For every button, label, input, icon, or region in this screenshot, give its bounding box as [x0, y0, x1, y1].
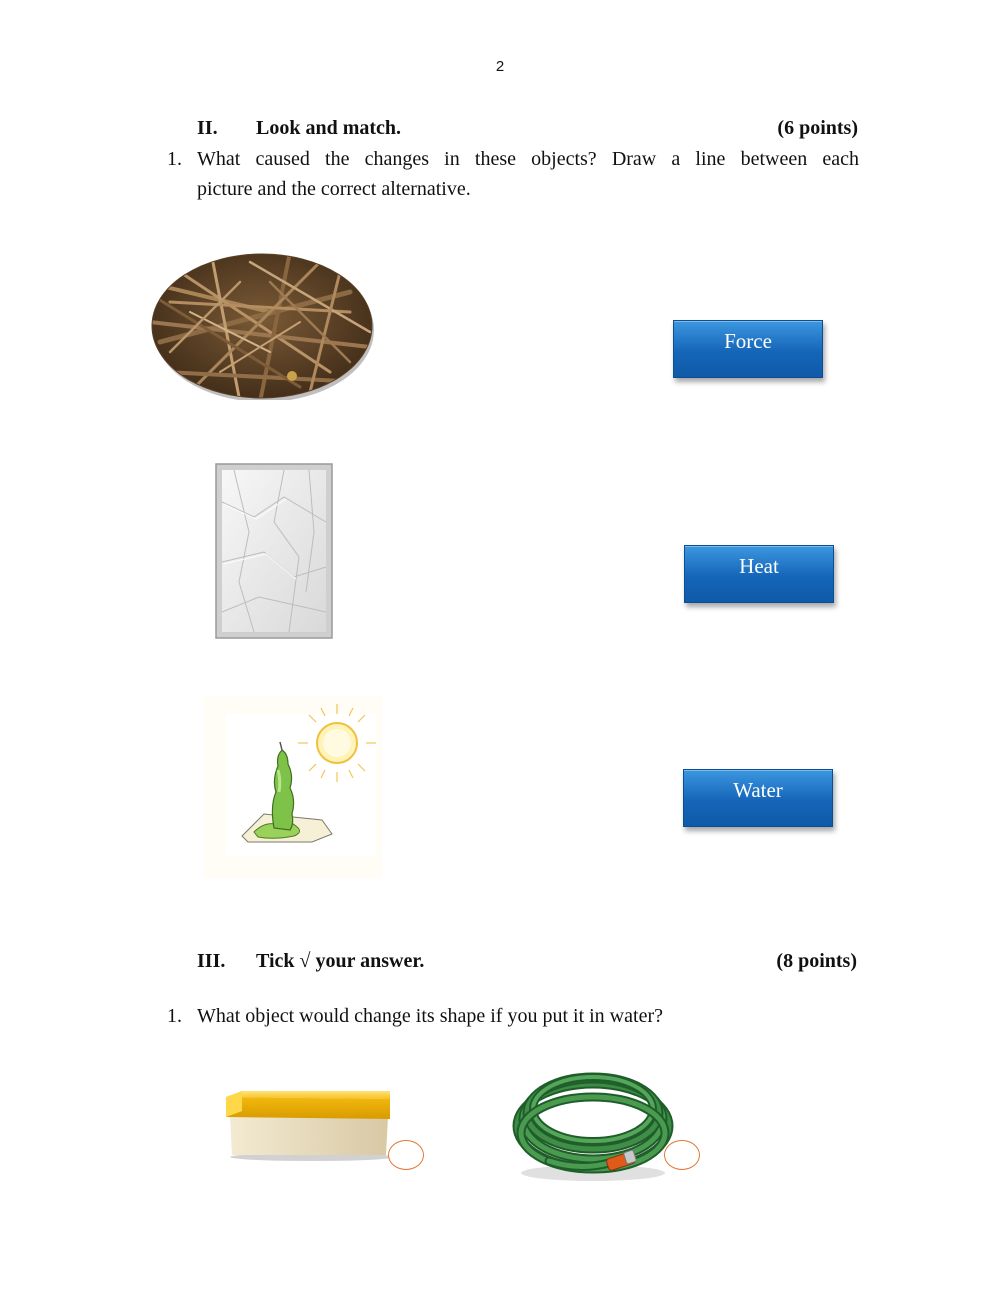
- section-3-points: (8 points): [776, 950, 857, 972]
- garden-hose-picture: [509, 1051, 677, 1191]
- section-2-title: Look and match.: [256, 117, 402, 139]
- crumpled-paper-picture: [214, 462, 334, 640]
- water-option-button[interactable]: Water: [683, 769, 833, 827]
- section-2-question-line-1: What caused the changes in these objects? Draw a line between each: [197, 148, 859, 170]
- section-3-question: What object would change its shape if you put it in water?: [197, 1005, 663, 1027]
- section-2-numeral: II.: [197, 117, 218, 139]
- section-2-question-line-2: picture and the correct alternative.: [197, 178, 471, 200]
- melting-candle-picture: [204, 696, 382, 878]
- section-2-points: (6 points): [777, 117, 858, 139]
- section-3-question-number: 1.: [167, 1005, 182, 1027]
- heat-option-button[interactable]: Heat: [684, 545, 834, 603]
- section-3-numeral: III.: [197, 950, 226, 972]
- cardboard-box-picture: [222, 1085, 394, 1161]
- sticks-picture: [150, 252, 374, 400]
- box-tick-circle[interactable]: [388, 1140, 424, 1170]
- section-2-question-number: 1.: [167, 148, 182, 170]
- force-option-button[interactable]: Force: [673, 320, 823, 378]
- hose-tick-circle[interactable]: [664, 1140, 700, 1170]
- section-3-title: Tick √ your answer.: [256, 950, 425, 972]
- page-number: 2: [495, 58, 505, 75]
